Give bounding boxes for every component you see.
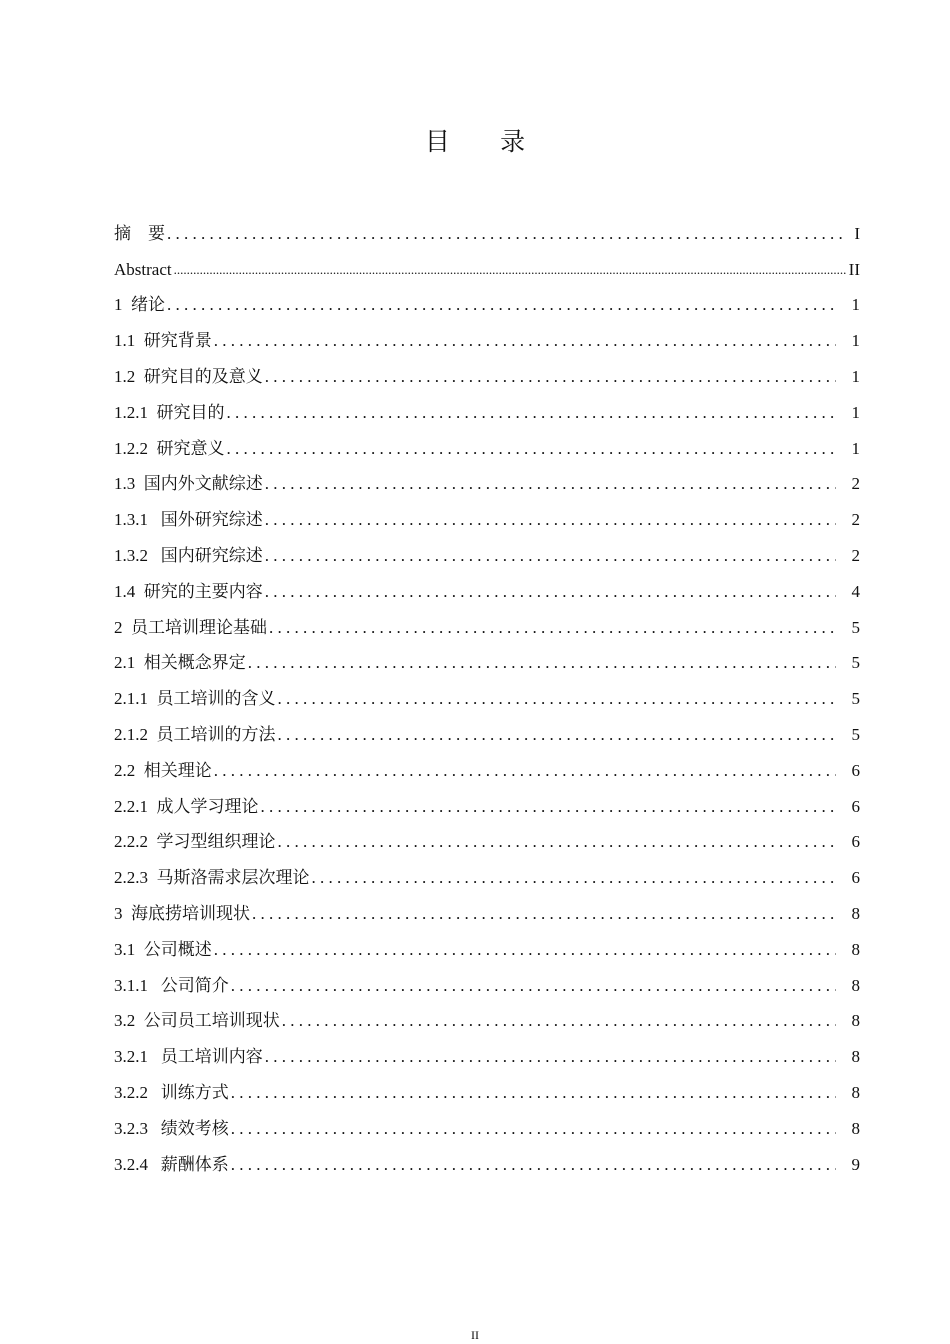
toc-entry[interactable] xyxy=(114,817,860,853)
toc-entry[interactable] xyxy=(114,566,860,602)
toc-entry-label: 1.2.2 研究意义 xyxy=(114,438,225,458)
toc-entry[interactable] xyxy=(114,280,860,316)
toc-entry[interactable] xyxy=(114,351,860,387)
toc-leader-dots xyxy=(231,1155,836,1175)
toc-entry-page: 2 xyxy=(851,510,860,530)
toc-entry-label: 2.1.1 员工培训的含义 xyxy=(114,689,276,709)
page-title: 目 录 xyxy=(424,129,548,156)
toc-entry[interactable] xyxy=(114,745,860,781)
toc-leader-dots xyxy=(278,832,837,852)
toc-entry[interactable] xyxy=(114,996,860,1032)
toc-entry-label: 2.2.1 成人学习理论 xyxy=(114,796,259,816)
toc-leader-dots xyxy=(265,1047,836,1067)
toc-entry-page: 8 xyxy=(851,903,860,923)
toc-entry-page: 5 xyxy=(851,724,860,744)
toc-entry-label: 3.1 公司概述 xyxy=(114,939,212,959)
toc-leader-dots xyxy=(248,653,836,673)
toc-entry-page: 8 xyxy=(851,939,860,959)
toc-entry-page: 5 xyxy=(851,653,860,673)
toc-entry-label: 1.4 研究的主要内容 xyxy=(114,581,263,601)
toc-entry[interactable] xyxy=(114,960,860,996)
toc-leader-dots xyxy=(265,582,836,602)
toc-entry[interactable] xyxy=(114,315,860,351)
toc-leader-dots xyxy=(265,367,836,387)
toc-entry[interactable] xyxy=(114,709,860,745)
toc-leader-dots xyxy=(174,260,846,280)
toc-leader-dots xyxy=(231,976,836,996)
toc-entry-page: I xyxy=(854,223,860,243)
toc-leader-dots xyxy=(227,403,837,423)
toc-leader-dots xyxy=(214,940,836,960)
toc-entry-label: 1.2 研究目的及意义 xyxy=(114,366,263,386)
toc-entry[interactable] xyxy=(114,673,860,709)
toc-entry-page: 6 xyxy=(851,796,860,816)
toc-entry[interactable] xyxy=(114,387,860,423)
toc-entry-page: 2 xyxy=(851,545,860,565)
toc-entry-abstract-cn[interactable] xyxy=(114,208,860,244)
table-of-contents xyxy=(114,208,860,1175)
toc-entry-page: 6 xyxy=(851,832,860,852)
toc-leader-dots xyxy=(278,689,837,709)
toc-entry-label: 1.3 国内外文献综述 xyxy=(114,474,263,494)
toc-leader-dots xyxy=(167,295,836,315)
toc-leader-dots xyxy=(265,546,836,566)
toc-entry-page: 1 xyxy=(851,331,860,351)
toc-entry[interactable] xyxy=(114,1139,860,1175)
toc-entry[interactable] xyxy=(114,852,860,888)
toc-entry-label: 1.1 研究背景 xyxy=(114,331,212,351)
toc-entry-label: 3.2.3 绩效考核 xyxy=(114,1118,229,1138)
toc-entry-label: 3.2 公司员工培训现状 xyxy=(114,1011,280,1031)
toc-entry[interactable] xyxy=(114,459,860,495)
toc-leader-dots xyxy=(214,331,836,351)
toc-leader-dots xyxy=(167,224,846,244)
toc-entry-label: 2.1 相关概念界定 xyxy=(114,653,246,673)
toc-entry-label: 3.1.1 公司简介 xyxy=(114,975,229,995)
toc-entry-page: 4 xyxy=(851,581,860,601)
toc-entry-label: 1 绪论 xyxy=(114,295,165,315)
toc-entry-page: 1 xyxy=(851,402,860,422)
toc-entry-label: 3.2.2 训练方式 xyxy=(114,1082,229,1102)
toc-entry-label: 摘 要 xyxy=(114,223,165,243)
toc-entry[interactable] xyxy=(114,602,860,638)
toc-entry-page: 6 xyxy=(851,868,860,888)
toc-entry-label: Abstract xyxy=(114,259,172,279)
toc-leader-dots xyxy=(214,761,836,781)
toc-entry[interactable] xyxy=(114,423,860,459)
toc-entry-label: 1.3.1 国外研究综述 xyxy=(114,510,263,530)
toc-entry-page: 8 xyxy=(851,1047,860,1067)
toc-entry[interactable] xyxy=(114,530,860,566)
toc-entry[interactable] xyxy=(114,1067,860,1103)
toc-leader-dots xyxy=(269,618,836,638)
toc-entry[interactable] xyxy=(114,888,860,924)
toc-entry[interactable] xyxy=(114,494,860,530)
toc-entry-label: 3 海底捞培训现状 xyxy=(114,903,250,923)
toc-entry-page: 2 xyxy=(851,474,860,494)
toc-entry[interactable] xyxy=(114,638,860,674)
toc-entry[interactable] xyxy=(114,1031,860,1067)
toc-entry-page: 8 xyxy=(851,975,860,995)
toc-entry-page: 5 xyxy=(851,617,860,637)
toc-entry-label: 2.1.2 员工培训的方法 xyxy=(114,724,276,744)
toc-leader-dots xyxy=(231,1119,836,1139)
toc-entry-label: 3.2.4 薪酬体系 xyxy=(114,1154,229,1174)
toc-leader-dots xyxy=(312,868,837,888)
toc-entry-page: 6 xyxy=(851,760,860,780)
toc-leader-dots xyxy=(278,725,837,745)
toc-entry[interactable] xyxy=(114,781,860,817)
toc-entry-page: 1 xyxy=(851,366,860,386)
page-number-footer: II xyxy=(471,1328,479,1342)
toc-entry-page: 1 xyxy=(851,295,860,315)
toc-entry-page: 8 xyxy=(851,1082,860,1102)
toc-entry-label: 1.2.1 研究目的 xyxy=(114,402,225,422)
toc-entry[interactable] xyxy=(114,924,860,960)
toc-entry-label: 2 员工培训理论基础 xyxy=(114,617,267,637)
toc-entry-page: 5 xyxy=(851,689,860,709)
toc-leader-dots xyxy=(231,1083,836,1103)
toc-leader-dots xyxy=(282,1011,836,1031)
toc-leader-dots xyxy=(265,474,836,494)
toc-entry-label: 2.2 相关理论 xyxy=(114,760,212,780)
toc-entry-page: 9 xyxy=(851,1154,860,1174)
toc-entry-page: 8 xyxy=(851,1011,860,1031)
toc-entry-label: 1.3.2 国内研究综述 xyxy=(114,545,263,565)
toc-leader-dots xyxy=(252,904,836,924)
toc-entry-label: 2.2.3 马斯洛需求层次理论 xyxy=(114,868,310,888)
toc-entry-label: 2.2.2 学习型组织理论 xyxy=(114,832,276,852)
toc-entry-page: II xyxy=(848,259,860,279)
toc-entry-label: 3.2.1 员工培训内容 xyxy=(114,1047,263,1067)
toc-entry-page: 1 xyxy=(851,438,860,458)
toc-leader-dots xyxy=(261,797,837,817)
toc-entry-abstract-en[interactable] xyxy=(114,244,860,280)
toc-leader-dots xyxy=(227,439,837,459)
toc-leader-dots xyxy=(265,510,836,530)
toc-entry-page: 8 xyxy=(851,1118,860,1138)
toc-entry[interactable] xyxy=(114,1103,860,1139)
